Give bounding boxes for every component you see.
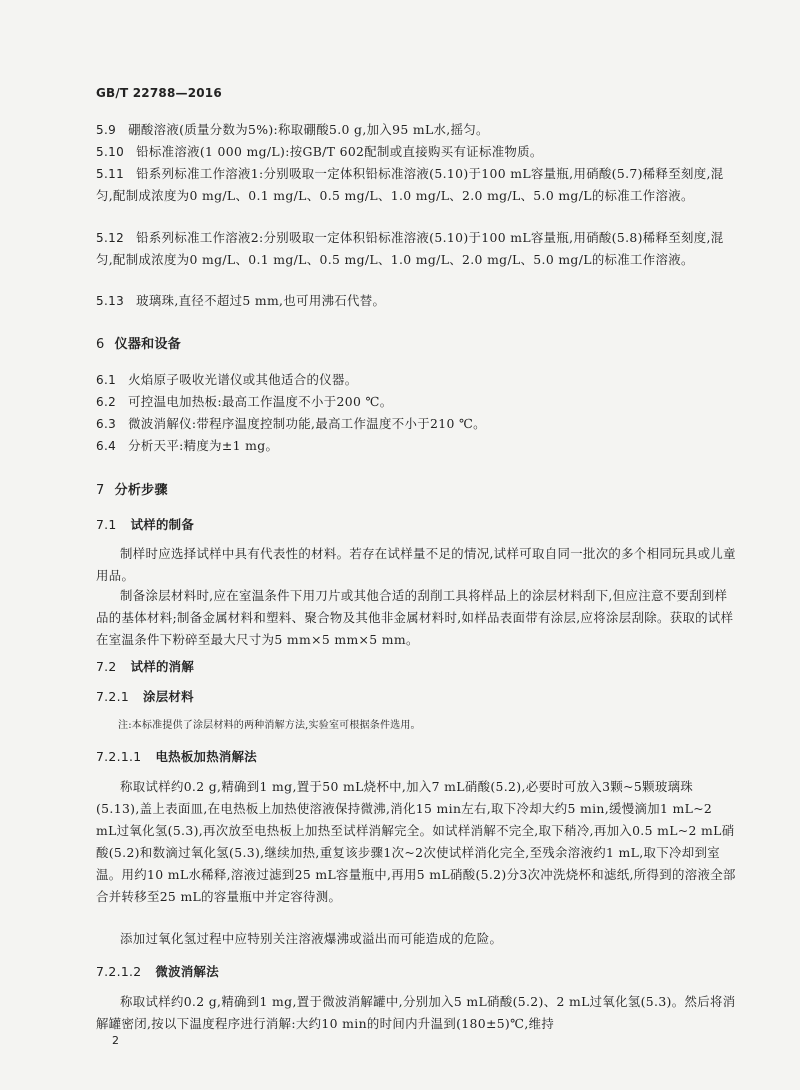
paragraph-7-1-a: 制样时应选择试样中具有代表性的材料。若存在试样量不足的情况,试样可取自同一批次的多个相同玩具或儿童用品。 [96,546,736,583]
page-number: 2 [112,1034,119,1047]
clause-text: 铅系列标准工作溶液1:分别吸取一定体积铅标准溶液(5.10)于100 mL容量瓶,用硝酸(5.7)稀释至刻度,混匀,配制成浓度为0 mg/L、0.1 mg/L、0.5 mg/L、1.0 mg/L、2.0 mg/L、5.0 mg/L的标准工作溶液。 [96,166,724,203]
clause-5-9 [96,119,736,141]
clause-text: 硼酸溶液(质量分数为5%):称取硼酸5.0 g,加入95 mL水,摇匀。 [128,122,489,137]
clause-number: 6.2 [96,395,117,409]
section-number: 7.2.1 [96,689,130,704]
clause-text: 分析天平:精度为±1 mg。 [128,438,279,453]
clause-6-4 [96,435,736,457]
clause-text: 铅标准溶液(1 000 mg/L):按GB/T 602配制或直接购买有证标准物质。 [136,144,543,159]
clause-number: 5.9 [96,123,117,137]
clause-5-11 [96,163,736,207]
section-title: 试样的消解 [130,659,195,674]
note: 注:本标准提供了涂层材料的两种消解方法,实验室可根据条件选用。 [118,720,421,731]
clause-6-3 [96,413,736,435]
clause-6-2 [96,391,736,413]
clause-text: 可控温电加热板:最高工作温度不小于200 ℃。 [128,394,393,409]
section-number: 7.2.1.1 [96,749,142,764]
section-title: 分析步骤 [114,483,168,498]
section-7-2-1-2-heading [96,962,219,980]
section-number: 7.2.1.2 [96,964,142,979]
paragraph-7-2-1-1-a: 称取试样约0.2 g,精确到1 mg,置于50 mL烧杯中,加入7 mL硝酸(5.2),必要时可放入3颗~5颗玻璃珠(5.13),盖上表面皿,在电热板上加热使溶液保持微沸,消化15 min左右,取下冷却大约5 min,缓慢滴加1 mL~2 mL过氧化氢(5.3),再次放至电热板上加热至试样消解完全。如试样消解不完全,取下稍冷,再加入0.5 mL~2 mL硝酸(5.2)和数滴过氧化氢(5.3),继续加热,重复该步骤1次~2次使试样消化完全,至残余溶液约1 mL,取下冷却到室温。用约10 mL水稀释,溶液过滤到25 mL容量瓶中,再用5 mL硝酸(5.2)分3次冲洗烧杯和滤纸,所得到的溶液全部合并转移至25 mL的容量瓶中并定容待测。 [96,779,736,904]
section-title: 电热板加热消解法 [155,749,257,764]
section-7-2-1-1-heading [96,747,257,765]
clause-number: 5.12 [96,231,125,245]
section-title: 微波消解法 [155,964,219,979]
clause-5-12 [96,227,736,271]
clause-number: 6.4 [96,439,117,453]
clause-text: 铅系列标准工作溶液2:分别吸取一定体积铅标准溶液(5.10)于100 mL容量瓶,用硝酸(5.8)稀释至刻度,混匀,配制成浓度为0 mg/L、0.1 mg/L、0.5 mg/L、1.0 mg/L、2.0 mg/L、5.0 mg/L的标准工作溶液。 [96,230,724,267]
section-7-heading [96,479,168,498]
section-title: 仪器和设备 [114,337,182,352]
section-6-heading [96,333,181,352]
clause-number: 5.13 [96,294,125,308]
section-number: 7.1 [96,517,117,532]
paragraph-7-2-1-2-a: 称取试样约0.2 g,精确到1 mg,置于微波消解罐中,分别加入5 mL硝酸(5.2)、2 mL过氧化氢(5.3)。然后将消解罐密闭,按以下温度程序进行消解:大约10 min的时间内升温到(180±5)℃,维持 [96,994,736,1031]
clause-number: 5.10 [96,145,125,159]
paragraph-7-1-b: 制备涂层材料时,应在室温条件下用刀片或其他合适的刮削工具将样品上的涂层材料刮下,但应注意不要刮到样品的基体材料;制备金属材料和塑料、聚合物及其他非金属材料时,如样品表面带有涂层,应将涂层刮除。获取的试样在室温条件下粉碎至最大尺寸为5 mm×5 mm×5 mm。 [96,588,734,647]
paragraph-7-2-1-1-b: 添加过氧化氢过程中应特别关注溶液爆沸或溢出而可能造成的危险。 [120,931,503,946]
section-title: 试样的制备 [130,517,195,532]
clause-number: 6.1 [96,373,117,387]
clause-number: 5.11 [96,167,125,181]
clause-number: 6.3 [96,417,117,431]
section-7-2-heading [96,657,194,675]
section-7-2-1-heading [96,687,194,705]
clause-5-13 [96,290,736,312]
section-title: 涂层材料 [143,689,194,704]
section-7-1-heading [96,515,194,533]
standard-code: GB/T 22788—2016 [96,86,222,100]
clause-text: 微波消解仪:带程序温度控制功能,最高工作温度不小于210 ℃。 [128,416,486,431]
clause-text: 火焰原子吸收光谱仪或其他适合的仪器。 [128,372,358,387]
clause-5-10 [96,141,736,163]
section-number: 6 [96,337,105,352]
section-number: 7.2 [96,659,117,674]
section-number: 7 [96,483,105,498]
clause-6-1 [96,369,736,391]
clause-text: 玻璃珠,直径不超过5 mm,也可用沸石代替。 [136,293,386,308]
